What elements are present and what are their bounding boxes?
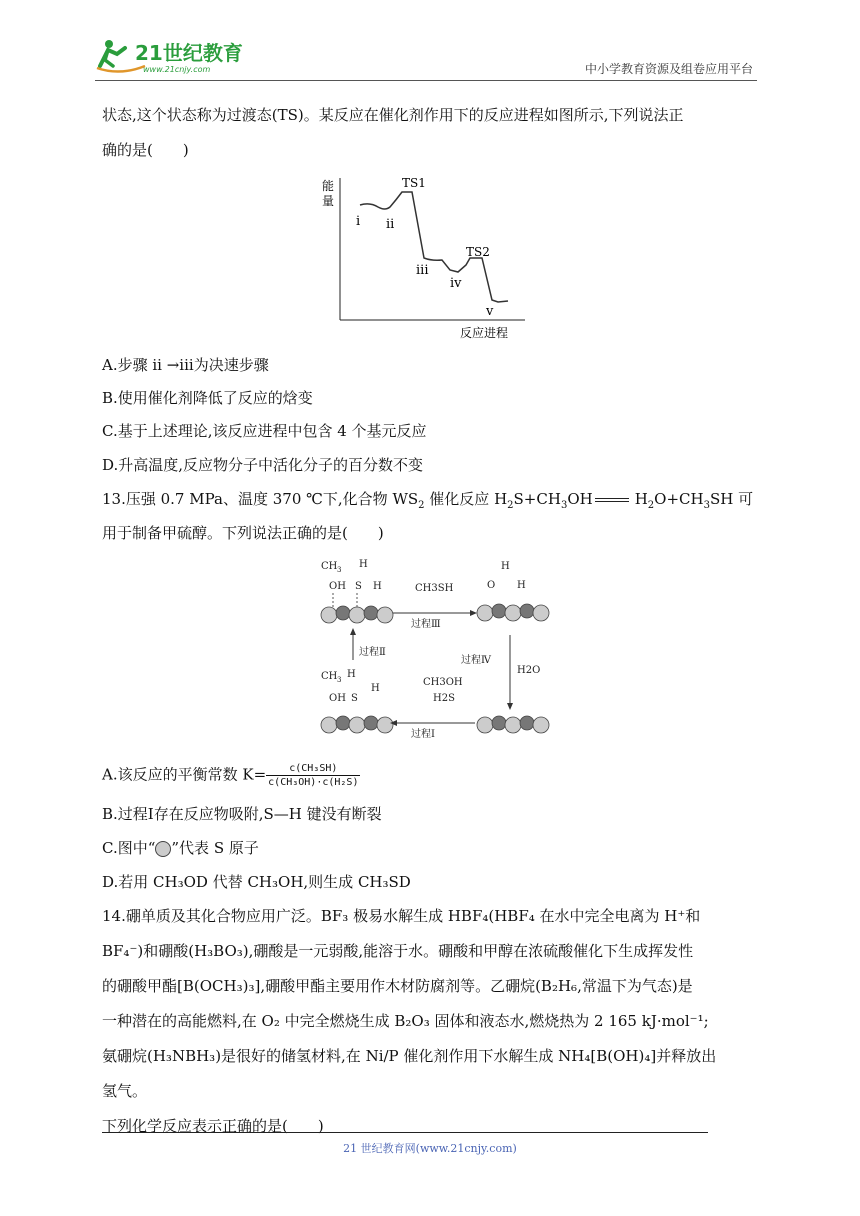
equilibrium-sign <box>595 498 629 502</box>
ch3sh-label: CH3SH <box>415 583 454 594</box>
svg-text:21世纪教育: 21世纪教育 <box>135 41 243 65</box>
q14-line-5: 氨硼烷(H₃NBH₃)是很好的储氢材料,在 Ni/P 催化剂作用下水解生成 NH₄[B(OH)₄]并释放出 <box>102 1047 717 1065</box>
q13-option-a: A.该反应的平衡常数 K= $\frac{\text{c(CH₃SH)}}{\text{c(CH₃OH)·c(H₂S)}}$ <box>102 763 359 788</box>
svg-text:O: O <box>487 580 496 591</box>
x-axis-label: 反应进程 <box>460 326 509 340</box>
q13-option-d: D.若用 CH₃OD 代替 CH₃OH,则生成 CH₃SD <box>102 873 411 891</box>
svg-text:H: H <box>501 561 510 572</box>
label-iv: iv <box>450 276 462 291</box>
footer-divider <box>102 1132 708 1133</box>
q14-line-4: 一种潜在的高能燃料,在 O₂ 中完全燃烧生成 B₂O₃ 固体和液态水,燃烧热为 2 165 kJ·mol⁻¹; <box>102 1012 709 1030</box>
q13-line-2: 用于制备甲硫醇。下列说法正确的是( ) <box>102 524 384 542</box>
page-header <box>95 36 755 82</box>
svg-text:CH: CH <box>321 671 338 682</box>
q14-line-6: 氢气。 <box>102 1082 148 1100</box>
y-axis-label-1: 能 <box>322 179 335 193</box>
svg-text:OH: OH <box>329 693 346 704</box>
label-ts2: TS2 <box>466 245 490 259</box>
q12-option-a: A.步骤 ii →iii为决速步骤 <box>102 356 269 374</box>
label-ii: ii <box>386 217 395 232</box>
h2o-label: H2O <box>517 665 541 676</box>
svg-text:H: H <box>359 559 368 570</box>
svg-text:H: H <box>517 580 526 591</box>
svg-text:H: H <box>373 581 382 592</box>
label-ts1: TS1 <box>402 176 426 190</box>
q12-option-b: B.使用催化剂降低了反应的焓变 <box>102 389 313 407</box>
svg-text:H: H <box>371 683 380 694</box>
header-divider <box>95 80 757 81</box>
energy-diagram <box>320 170 540 345</box>
label-i: i <box>356 214 361 229</box>
q12-option-d: D.升高温度,反应物分子中活化分子的百分数不变 <box>102 456 424 474</box>
catalytic-cycle-diagram <box>315 555 555 745</box>
svg-text:3: 3 <box>337 566 342 574</box>
q12-option-c: C.基于上述理论,该反应进程中包含 4 个基元反应 <box>102 422 427 440</box>
q14-line-1: 14.硼单质及其化合物应用广泛。BF₃ 极易水解生成 HBF₄(HBF₄ 在水中完全电离为 H⁺和 <box>102 907 701 925</box>
q14-line-7: 下列化学反应表示正确的是( ) <box>102 1117 324 1135</box>
svg-text:3: 3 <box>337 676 342 684</box>
surface-top-left <box>321 606 393 623</box>
intro-line-2: 确的是( ) <box>102 141 189 159</box>
label-iii: iii <box>416 263 429 278</box>
q13-line-1: 13.压强 0.7 MPa、温度 370 ℃下,化合物 $WS_2$ 催化反应 $H_2S+CH_3OH$ $H_2O+CH_3SH$ 可 <box>102 490 754 511</box>
q13-option-b: B.过程Ⅰ存在反应物吸附,S—H 键没有断裂 <box>102 805 382 823</box>
process-3-label: 过程Ⅲ <box>411 619 441 630</box>
ch3oh-label: CH3OH <box>423 677 463 688</box>
q13-option-c: C.图中“ ”代表 S 原子 <box>102 839 259 857</box>
equilibrium-constant-fraction: $\frac{\text{c(CH₃SH)}}{\text{c(CH₃OH)·c(H₂S)}}$ <box>268 763 359 788</box>
q14-line-2: BF₄⁻)和硼酸(H₃BO₃),硼酸是一元弱酸,能溶于水。硼酸和甲醇在浓硫酸催化下生成挥发性 <box>102 942 694 960</box>
process-4-label: 过程Ⅳ <box>461 655 491 666</box>
y-axis-label-2: 量 <box>322 194 335 208</box>
intro-line-1: 状态,这个状态称为过渡态(TS)。某反应在催化剂作用下的反应进程如图所示,下列说法正 <box>102 106 684 124</box>
process-2-label: 过程Ⅱ <box>359 647 386 658</box>
svg-text:CH: CH <box>321 561 338 572</box>
svg-text:S: S <box>351 693 358 704</box>
process-1-label: 过程Ⅰ <box>411 729 435 740</box>
s-atom-icon <box>155 841 171 857</box>
q14-line-3: 的硼酸甲酯[B(OCH₃)₃],硼酸甲酯主要用作木材防腐剂等。乙硼烷(B₂H₆,常温下为气态)是 <box>102 977 693 995</box>
platform-label: 中小学教育资源及组卷应用平台 <box>584 62 753 76</box>
footer-text: 21 世纪教育网(www.21cnjy.com) <box>343 1142 517 1155</box>
logo-icon <box>95 36 255 76</box>
label-v: v <box>486 304 494 319</box>
h2s-label: H2S <box>433 693 455 704</box>
svg-text:S: S <box>355 581 362 592</box>
svg-text:www.21cnjy.com: www.21cnjy.com <box>143 65 211 74</box>
svg-text:H: H <box>347 669 356 680</box>
svg-text:OH: OH <box>329 581 346 592</box>
